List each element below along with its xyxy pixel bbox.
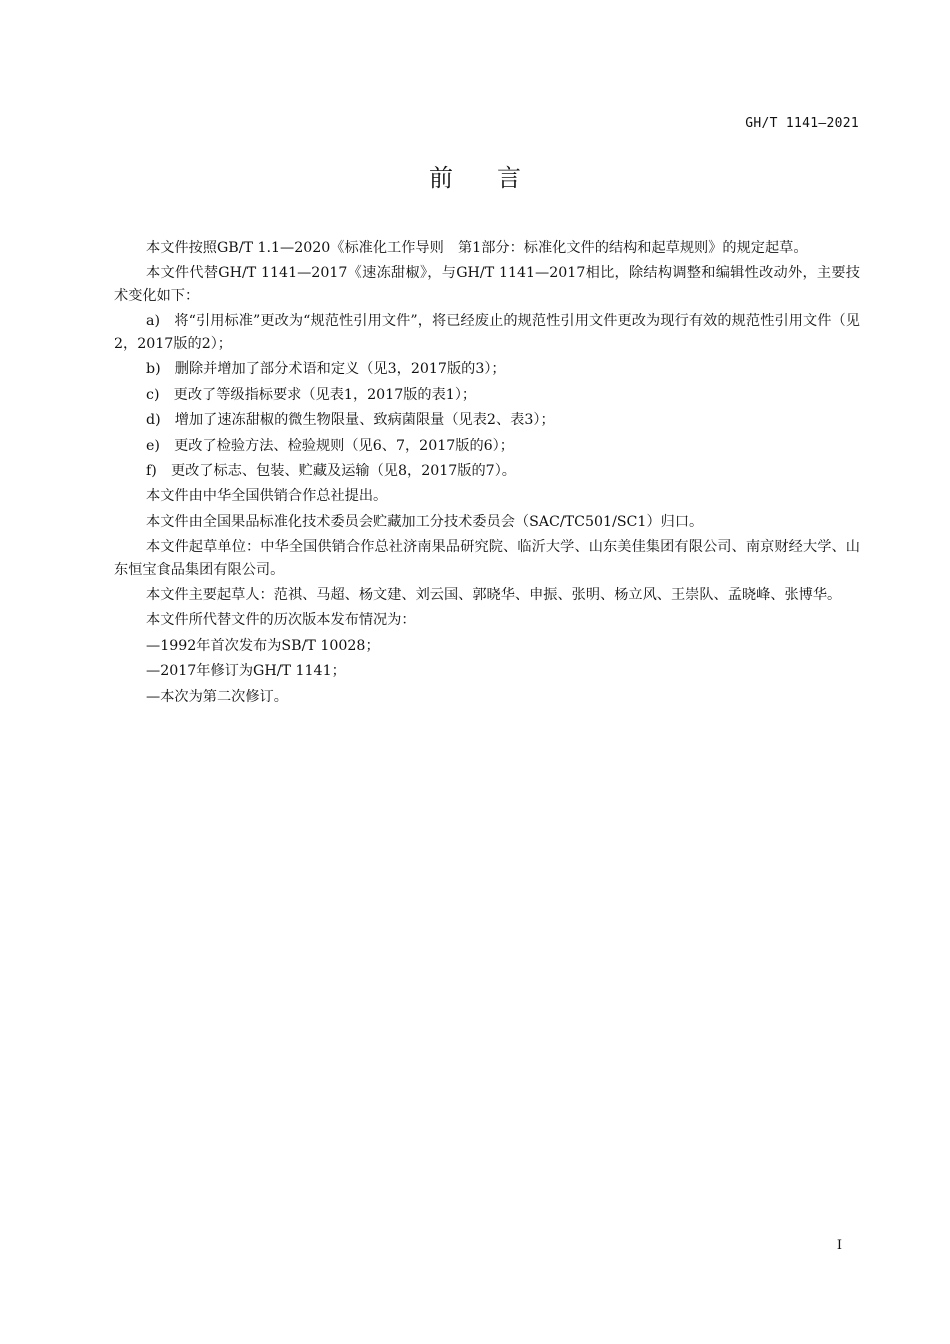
change-item-d: d) 增加了速冻甜椒的微生物限量、致病菌限量（见表2、表3）； xyxy=(146,412,555,429)
page-title: 前言 xyxy=(429,164,565,192)
foreword-body xyxy=(114,237,860,711)
page-number: I xyxy=(836,1238,842,1253)
history-item-2017: —2017年修订为GH/T 1141； xyxy=(146,663,346,680)
paragraph-history-intro: 本文件所代替文件的历次版本发布情况为： xyxy=(146,612,416,629)
change-item-c: c) 更改了等级指标要求（见表1，2017版的表1）； xyxy=(146,386,477,403)
change-item-f: f) 更改了标志、包装、贮藏及运输（见8，2017版的7）。 xyxy=(146,462,516,479)
change-item-a: a) 将“引用标准”更改为“规范性引用文件”，将已经废止的规范性引用文件更改为现行有效的规范性引用文件（见2，2017版的2）； xyxy=(114,313,860,352)
history-item-1992: —1992年首次发布为SB/T 10028； xyxy=(146,637,380,654)
change-item-b: b) 删除并增加了部分术语和定义（见3，2017版的3）； xyxy=(146,361,506,378)
paragraph-drafting-basis: 本文件按照GB/T 1.1—2020《标准化工作导则 第1部分：标准化文件的结构和起草规则》的规定起草。 xyxy=(146,240,808,256)
paragraph-replacement: 本文件代替GH/T 1141—2017《速冻甜椒》，与GH/T 1141—2017相比，除结构调整和编辑性改动外，主要技术变化如下： xyxy=(114,265,860,304)
paragraph-drafting-units: 本文件起草单位：中华全国供销合作总社济南果品研究院、临沂大学、山东美佳集团有限公司、南京财经大学、山东恒宝食品集团有限公司。 xyxy=(114,539,860,578)
paragraph-drafters: 本文件主要起草人：范祺、马超、杨文建、刘云国、郭晓华、申振、张明、杨立风、王崇队、孟晓峰、张博华。 xyxy=(146,587,842,604)
history-item-current: —本次为第二次修订。 xyxy=(146,688,288,705)
document-code: GH/T 1141—2021 xyxy=(745,116,859,131)
change-item-e: e) 更改了检验方法、检验规则（见6、7，2017版的6）； xyxy=(146,437,514,454)
paragraph-administrator: 本文件由全国果品标准化技术委员会贮藏加工分技术委员会（SAC/TC501/SC1）归口。 xyxy=(146,513,704,530)
paragraph-proposer: 本文件由中华全国供销合作总社提出。 xyxy=(146,488,388,505)
